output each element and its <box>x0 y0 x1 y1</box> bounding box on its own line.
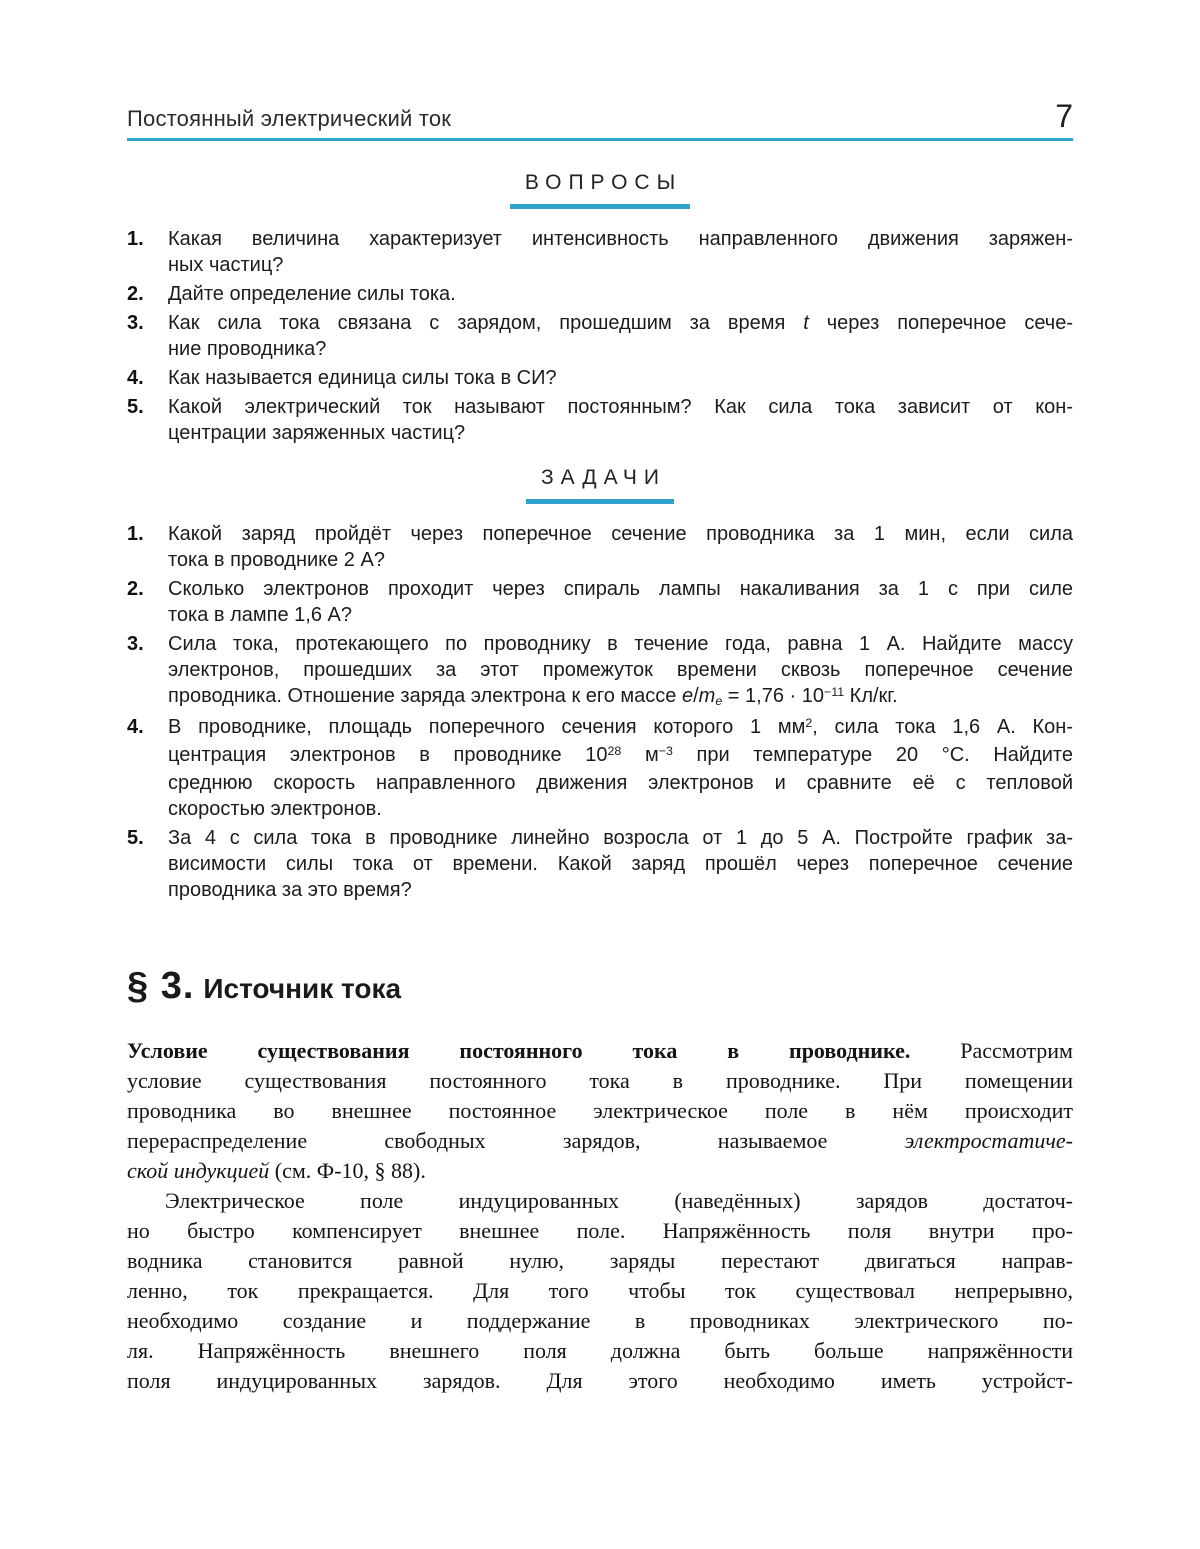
text-line <box>168 226 1073 252</box>
running-header-title: Постоянный электрический ток <box>127 105 452 131</box>
text-line <box>127 1246 1073 1276</box>
text-line <box>168 825 1073 851</box>
item-text <box>168 281 1073 307</box>
text-segment: Условие существования постоянного тока в проводнике. <box>127 1037 911 1063</box>
item-text <box>168 576 1073 628</box>
text-segment: через поперечное сече- <box>808 311 1073 334</box>
page-number: 7 <box>1055 98 1073 134</box>
text-segment: центрация электронов в проводнике 10 <box>168 743 608 766</box>
item-text <box>168 394 1073 446</box>
text-segment: скоростью электронов. <box>168 797 382 820</box>
item-number: 4. <box>127 366 144 389</box>
text-line <box>168 365 1073 391</box>
text-segment: Рассмотрим <box>910 1037 1073 1063</box>
item-number: 3. <box>127 311 144 334</box>
item-text <box>168 226 1073 278</box>
text-segment: Сколько электронов проходит через спираль лампы накаливания за 1 с при силе <box>168 577 1073 600</box>
text-segment: ных частиц? <box>168 253 284 276</box>
text-segment: электронов, прошедших за этот промежуток времени сквозь поперечное сечение <box>168 658 1073 681</box>
problem-item <box>127 714 1073 822</box>
questions-heading <box>127 171 1073 209</box>
text-line <box>168 683 1073 711</box>
text-segment: электростатиче- <box>904 1127 1073 1153</box>
text-segment: висимости силы тока от времени. Какой заряд прошёл через поперечное сечение <box>168 852 1073 875</box>
text-line <box>168 602 1073 628</box>
text-line <box>168 770 1073 796</box>
text-segment: (см. Ф-10, § 88). <box>269 1157 426 1183</box>
section-heading <box>127 965 1073 1008</box>
question-item <box>127 394 1073 446</box>
text-segment: 2 <box>805 715 813 730</box>
text-segment: = 1,76 · 10 <box>722 684 824 707</box>
text-line <box>168 742 1073 770</box>
item-number: 1. <box>127 522 144 545</box>
item-number: 3. <box>127 632 144 655</box>
question-item <box>127 281 1073 307</box>
text-line <box>127 1276 1073 1306</box>
body-text <box>127 1036 1073 1396</box>
question-item <box>127 226 1073 278</box>
text-segment: необходимо создание и поддержание в проводниках электрического по- <box>127 1307 1073 1333</box>
text-segment: ленно, ток прекращается. Для того чтобы ток существовал непрерывно, <box>127 1277 1073 1303</box>
questions-list <box>127 226 1073 446</box>
text-segment: −11 <box>824 684 845 699</box>
text-segment: тока в проводнике 2 А? <box>168 548 385 571</box>
text-segment: Какая величина характеризует интенсивность направленного движения заряжен- <box>168 227 1073 250</box>
item-text <box>168 825 1073 903</box>
item-text <box>168 365 1073 391</box>
text-segment: водника становится равной нулю, заряды перестают двигаться направ- <box>127 1247 1073 1273</box>
text-segment: проводника во внешнее постоянное электрическое поле в нём происходит <box>127 1097 1073 1123</box>
text-segment: центрации заряженных частиц? <box>168 421 466 444</box>
text-line <box>168 420 1073 446</box>
text-line <box>168 521 1073 547</box>
text-line <box>127 1366 1073 1396</box>
paragraph <box>127 1036 1073 1186</box>
problem-item <box>127 825 1073 903</box>
text-segment: м <box>621 743 659 766</box>
problem-item <box>127 521 1073 573</box>
problems-heading-text: ЗАДАЧИ <box>526 466 674 504</box>
text-segment: Как сила тока связана с зарядом, прошедшим за время <box>168 311 804 334</box>
problem-item <box>127 576 1073 628</box>
text-segment: среднюю скорость направленного движения электронов и сравните её с тепловой <box>168 771 1073 794</box>
section-number: § 3. <box>127 964 195 1007</box>
text-segment: но быстро компенсирует внешнее поле. Напряжённость поля внутри про- <box>127 1217 1073 1243</box>
item-text <box>168 521 1073 573</box>
text-line <box>127 1186 1073 1216</box>
item-number: 5. <box>127 826 144 849</box>
text-segment: Кл/кг. <box>844 684 898 707</box>
item-number: 2. <box>127 577 144 600</box>
text-line <box>127 1126 1073 1156</box>
text-line <box>168 252 1073 278</box>
text-line <box>127 1336 1073 1366</box>
text-segment: m <box>698 684 716 707</box>
text-segment: Какой электрический ток называют постоянным? Как сила тока зависит от кон- <box>168 395 1073 418</box>
section-title: Источник тока <box>203 972 402 1004</box>
text-segment: при температуре 20 °С. Найдите <box>672 743 1073 766</box>
question-item <box>127 310 1073 362</box>
text-line <box>168 851 1073 877</box>
item-number: 1. <box>127 227 144 250</box>
text-segment: условие существования постоянного тока в проводнике. При помещении <box>127 1067 1073 1093</box>
text-segment: Электрическое поле индуцированных (наведённых) зарядов достаточ- <box>165 1187 1073 1213</box>
text-line <box>168 714 1073 742</box>
text-line <box>168 310 1073 336</box>
item-text <box>168 310 1073 362</box>
text-segment: e <box>681 684 694 707</box>
text-line <box>127 1306 1073 1336</box>
paragraph <box>127 1186 1073 1396</box>
text-line <box>168 547 1073 573</box>
question-item <box>127 365 1073 391</box>
questions-heading-text: ВОПРОСЫ <box>510 171 690 209</box>
text-line <box>168 631 1073 657</box>
text-line <box>168 336 1073 362</box>
text-line <box>127 1066 1073 1096</box>
text-line <box>127 1096 1073 1126</box>
text-segment: поля индуцированных зарядов. Для этого необходимо иметь устройст- <box>127 1367 1073 1393</box>
text-segment: / <box>693 684 699 707</box>
text-segment: перераспределение свободных зарядов, называемое <box>127 1127 905 1153</box>
text-segment: , сила тока 1,6 А. Кон- <box>812 715 1073 738</box>
item-number: 2. <box>127 282 144 305</box>
text-line <box>168 281 1073 307</box>
text-segment: e <box>715 694 723 709</box>
text-segment: ской индукцией <box>127 1157 270 1183</box>
problem-item <box>127 631 1073 711</box>
text-line <box>168 576 1073 602</box>
text-line <box>168 877 1073 903</box>
text-segment: t <box>803 311 809 334</box>
text-segment: Дайте определение силы тока. <box>168 282 456 305</box>
text-line <box>168 796 1073 822</box>
text-segment: тока в лампе 1,6 А? <box>168 603 352 626</box>
problems-heading <box>127 466 1073 504</box>
text-segment: Сила тока, протекающего по проводнику в течение года, равна 1 А. Найдите массу <box>168 632 1073 655</box>
text-line <box>127 1216 1073 1246</box>
text-segment: В проводнике, площадь поперечного сечения которого 1 мм <box>168 715 806 738</box>
text-segment: ля. Напряжённость внешнего поля должна быть больше напряжённости <box>127 1337 1073 1363</box>
text-segment: Какой заряд пройдёт через поперечное сечение проводника за 1 мин, если сила <box>168 522 1073 545</box>
text-segment: ние проводника? <box>168 337 327 360</box>
item-number: 5. <box>127 395 144 418</box>
text-segment: За 4 с сила тока в проводнике линейно возросла от 1 до 5 А. Постройте график за- <box>168 826 1073 849</box>
text-line <box>168 657 1073 683</box>
text-line <box>127 1036 1073 1066</box>
text-line <box>127 1156 1073 1186</box>
item-text <box>168 714 1073 822</box>
text-segment: проводника за это время? <box>168 878 412 901</box>
item-text <box>168 631 1073 711</box>
item-number: 4. <box>127 715 144 738</box>
text-segment: −3 <box>658 743 673 758</box>
problems-list <box>127 521 1073 903</box>
text-segment: Как называется единица силы тока в СИ? <box>168 366 557 389</box>
running-header <box>127 98 1073 141</box>
text-segment: 28 <box>607 743 622 758</box>
text-line <box>168 394 1073 420</box>
text-segment: проводника. Отношение заряда электрона к его массе <box>168 684 682 707</box>
